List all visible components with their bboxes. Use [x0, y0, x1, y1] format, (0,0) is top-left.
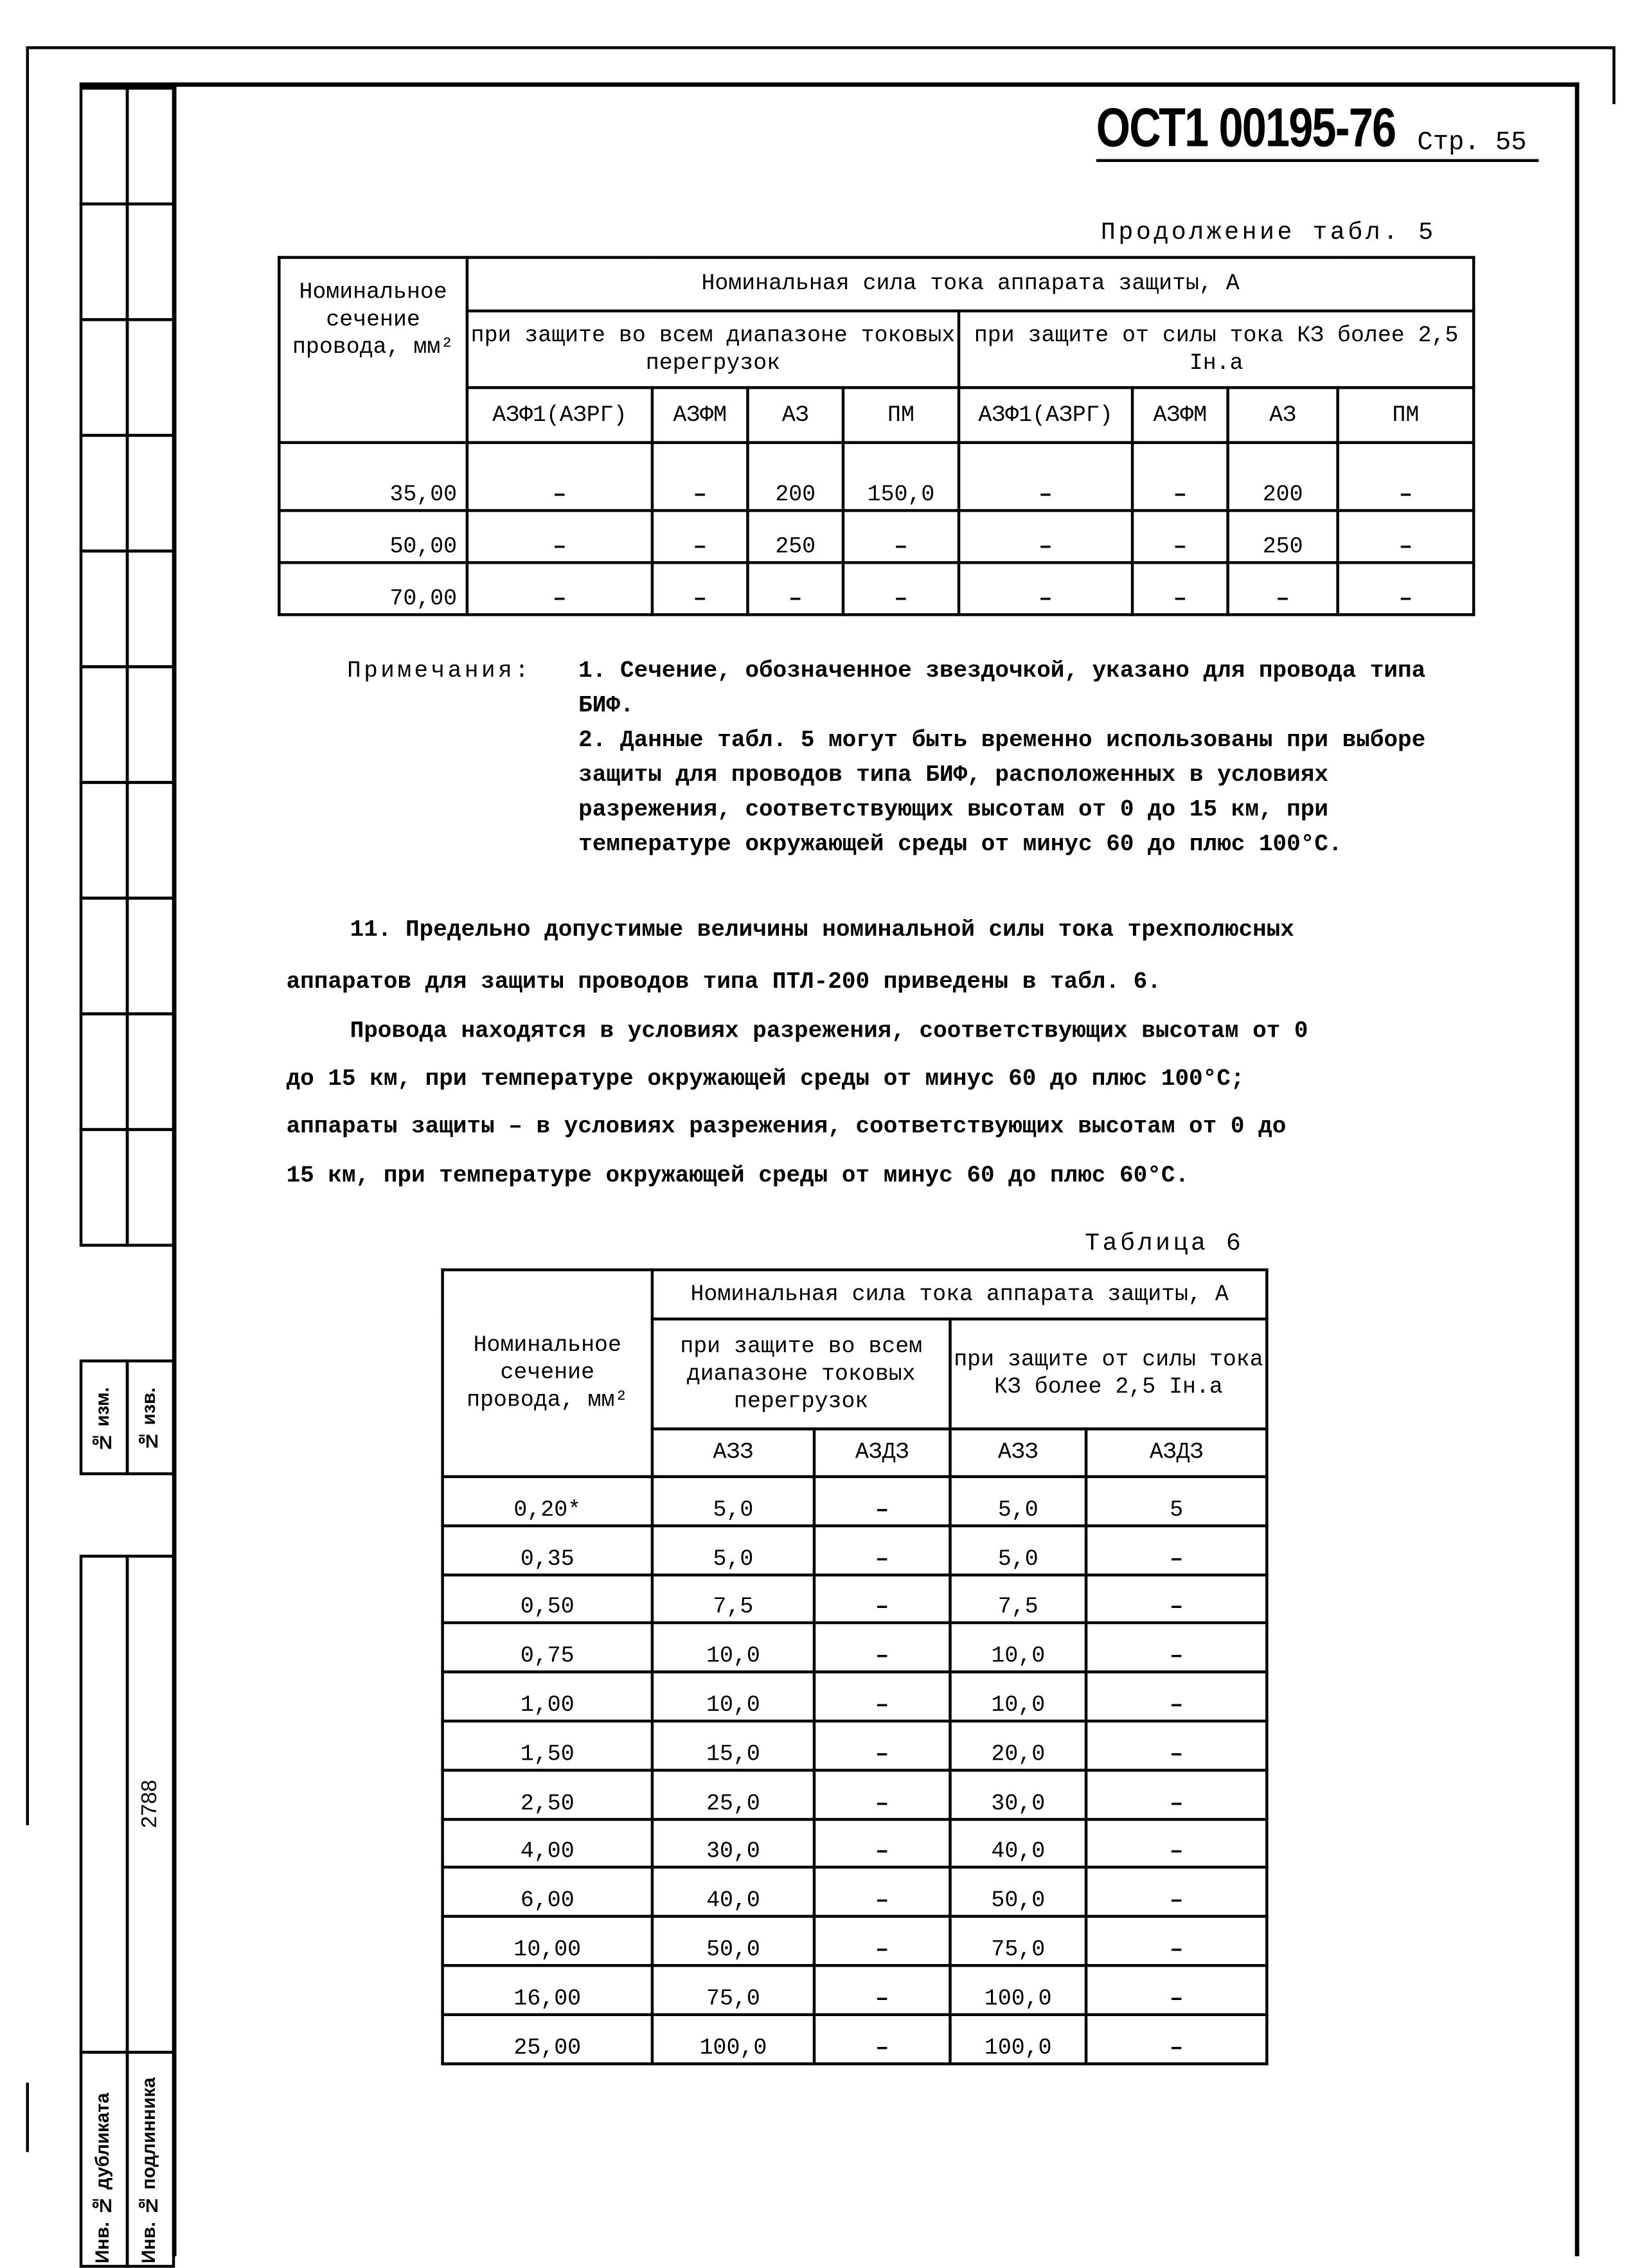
- table-row: [443, 1819, 1267, 1868]
- table-row: [279, 510, 1474, 562]
- note-1: 1. Сечение, обозначенное звездочкой, указано для провода типа БИФ.: [578, 657, 1426, 719]
- table-cell: 200: [747, 443, 843, 511]
- table-cell: –: [467, 562, 652, 614]
- table-cell: 5,0: [950, 1477, 1087, 1526]
- table-cell: –: [1086, 1575, 1267, 1623]
- table-row: [443, 1965, 1267, 2014]
- para-2-line2: до 15 км, при температуре окружающей среды от минус 60 до плюс 100°С;: [286, 1066, 1245, 1093]
- table-row: [443, 1721, 1267, 1770]
- change-no-cell: [80, 1359, 129, 1475]
- cross-section-cell: 35,00: [279, 443, 467, 511]
- header-underline: [1096, 159, 1539, 163]
- table-cell: –: [1338, 510, 1474, 562]
- table-cell: –: [1228, 562, 1338, 614]
- cross-section-cell: 1,00: [443, 1672, 652, 1721]
- table-cell: –: [814, 1965, 950, 2014]
- table5-col-header: АЗ: [1228, 388, 1338, 443]
- table-cell: –: [1086, 1868, 1267, 1916]
- table-cell: –: [1132, 510, 1228, 562]
- side-strip-cell: [126, 781, 175, 900]
- notice-no-label: № изв.: [137, 1388, 159, 1453]
- side-strip-cell: [80, 781, 129, 900]
- cross-section-cell: 1,50: [443, 1721, 652, 1770]
- table-cell: –: [652, 510, 748, 562]
- table-cell: –: [959, 510, 1132, 562]
- table-cell: –: [1086, 1672, 1267, 1721]
- table-cell: –: [1086, 1819, 1267, 1868]
- table-cell: –: [1086, 2014, 1267, 2063]
- table6-col-header: АЗДЗ: [1086, 1429, 1267, 1476]
- table-row: [443, 1623, 1267, 1672]
- table-cell: 5,0: [652, 1526, 814, 1575]
- table-cell: –: [1086, 1526, 1267, 1575]
- orig-label-cell: [126, 2051, 175, 2268]
- dup-label: Инв. № дубликата: [91, 2093, 113, 2264]
- side-strip-cell: [80, 665, 129, 784]
- table-cell: –: [1338, 443, 1474, 511]
- table-cell: 7,5: [652, 1575, 814, 1623]
- para-11-line2: аппаратов для защиты проводов типа ПТЛ-200 приведены в табл. 6.: [286, 969, 1161, 996]
- inv-number-cell: [126, 1555, 175, 2053]
- side-strip-cell: [126, 318, 175, 437]
- table-cell: –: [652, 562, 748, 614]
- table-cell: –: [1086, 1916, 1267, 1965]
- side-strip-cell: [80, 202, 129, 321]
- table6-col-header: АЗЗ: [950, 1429, 1087, 1476]
- side-strip-cell: [80, 87, 129, 206]
- para-11-line1: 11. Предельно допустимые величины номинальной силы тока трехполюсных: [350, 916, 1294, 943]
- side-strip-cell: [126, 897, 175, 1015]
- para-2-line4: 15 км, при температуре окружающей среды от минус 60 до плюс 60°С.: [286, 1163, 1190, 1189]
- side-strip-cell: [80, 897, 129, 1015]
- table-cell: –: [814, 2014, 950, 2063]
- table-cell: –: [1132, 562, 1228, 614]
- para-2-line1: Провода находятся в условиях разрежения, соответствующих высотам от 0: [350, 1018, 1308, 1044]
- table5-col-header: ПМ: [843, 388, 959, 443]
- table6-col0-header: Номинальное сечение провода, мм²: [443, 1270, 652, 1477]
- table-row: [443, 1477, 1267, 1526]
- table-row: [443, 1868, 1267, 1916]
- table-cell: 40,0: [652, 1868, 814, 1916]
- table-cell: –: [1086, 1965, 1267, 2014]
- table6-group-header: Номинальная сила тока аппарата защиты, А: [652, 1270, 1267, 1319]
- table5-col-header: АЗФМ: [1132, 388, 1228, 443]
- outer-frame-right: [1612, 46, 1616, 104]
- table6-col-header: АЗЗ: [652, 1429, 814, 1476]
- table-cell: –: [747, 562, 843, 614]
- table-cell: 200: [1228, 443, 1338, 511]
- table5-col-header: АЗФ1(АЗРГ): [467, 388, 652, 443]
- outer-frame-left-mark: [26, 2083, 30, 2152]
- notice-no-cell: [126, 1359, 175, 1475]
- doc-code: ОСТ1 00195-76: [1096, 98, 1396, 159]
- table5-col-header: АЗ: [747, 388, 843, 443]
- table-cell: –: [652, 443, 748, 511]
- table-cell: –: [814, 1672, 950, 1721]
- table-cell: 250: [747, 510, 843, 562]
- table6-col-header: АЗДЗ: [814, 1429, 950, 1476]
- table5-col-header: АЗФМ: [652, 388, 748, 443]
- side-strip-cell: [80, 318, 129, 437]
- side-strip-cell: [126, 434, 175, 553]
- side-strip-cell: [126, 87, 175, 206]
- table-cell: 10,0: [652, 1672, 814, 1721]
- table-row: [443, 1770, 1267, 1819]
- inner-frame-right: [1575, 82, 1580, 2256]
- side-strip-cell: [126, 665, 175, 784]
- cross-section-cell: 2,50: [443, 1770, 652, 1819]
- table-cell: –: [843, 510, 959, 562]
- table5-sub2-header: при защите от силы тока КЗ более 2,5 Iн.а: [959, 311, 1474, 388]
- table-cell: 100,0: [652, 2014, 814, 2063]
- table-cell: 75,0: [652, 1965, 814, 2014]
- table-cell: –: [814, 1916, 950, 1965]
- table-row: [279, 443, 1474, 511]
- table-cell: 40,0: [950, 1819, 1087, 1868]
- table5-col0-header: Номинальное сечение провода, мм²: [279, 258, 467, 443]
- table-cell: 50,0: [950, 1868, 1087, 1916]
- cross-section-cell: 70,00: [279, 562, 467, 614]
- table5-sub1-header: при защите во всем диапазоне токовых перегрузок: [467, 311, 959, 388]
- table-cell: 100,0: [950, 1965, 1087, 2014]
- table-cell: –: [467, 510, 652, 562]
- table-cell: –: [814, 1623, 950, 1672]
- inner-frame-top: [80, 82, 1580, 87]
- cross-section-cell: 25,00: [443, 2014, 652, 2063]
- table6-sub1-header: при защите во всем диапазоне токовых перегрузок: [652, 1319, 950, 1429]
- table-cell: 30,0: [652, 1819, 814, 1868]
- table-cell: –: [814, 1721, 950, 1770]
- table-cell: 250: [1228, 510, 1338, 562]
- notes-label: Примечания:: [347, 657, 532, 684]
- table-cell: 75,0: [950, 1916, 1087, 1965]
- side-strip-cell: [126, 202, 175, 321]
- note-2: 2. Данные табл. 5 могут быть временно использованы при выборе защиты для проводов типа БИФ, расположенных в условиях разрежения, соответствующих высотам от 0 до 15 км, при температуре окружающей среды от минус 60 до плюс 100°С.: [578, 727, 1426, 858]
- dup-label-cell: [80, 2051, 129, 2268]
- table-cell: 30,0: [950, 1770, 1087, 1819]
- table-cell: 5,0: [950, 1526, 1087, 1575]
- table-cell: –: [467, 443, 652, 511]
- cross-section-cell: 0,50: [443, 1575, 652, 1623]
- table-cell: 10,0: [652, 1623, 814, 1672]
- table5: [278, 256, 1475, 616]
- table-cell: –: [814, 1770, 950, 1819]
- table-cell: –: [1132, 443, 1228, 511]
- inv-number: 2788: [137, 1779, 163, 1828]
- cross-section-cell: 0,20*: [443, 1477, 652, 1526]
- table-cell: –: [814, 1575, 950, 1623]
- table5-col-header: ПМ: [1338, 388, 1474, 443]
- table-cell: 15,0: [652, 1721, 814, 1770]
- cross-section-cell: 0,75: [443, 1623, 652, 1672]
- table5-group-header: Номинальная сила тока аппарата защиты, А: [467, 258, 1474, 311]
- table-cell: 7,5: [950, 1575, 1087, 1623]
- table-cell: –: [814, 1868, 950, 1916]
- table-cell: 100,0: [950, 2014, 1087, 2063]
- table-cell: –: [1086, 1623, 1267, 1672]
- table-cell: 5: [1086, 1477, 1267, 1526]
- table-cell: 10,0: [950, 1623, 1087, 1672]
- outer-frame-left: [26, 46, 30, 1825]
- page-label: Стр. 55: [1417, 129, 1527, 158]
- side-strip-cell: [80, 1128, 129, 1247]
- table-cell: –: [1338, 562, 1474, 614]
- table-cell: 25,0: [652, 1770, 814, 1819]
- side-strip-cell: [80, 434, 129, 553]
- table-cell: –: [814, 1526, 950, 1575]
- table-row: [279, 562, 1474, 614]
- table-cell: –: [1086, 1721, 1267, 1770]
- orig-label: Инв. № подлинника: [137, 2077, 159, 2264]
- cross-section-cell: 16,00: [443, 1965, 652, 2014]
- table-cell: 20,0: [950, 1721, 1087, 1770]
- table6-caption: Таблица 6: [1085, 1231, 1244, 1258]
- table-cell: 5,0: [652, 1477, 814, 1526]
- table-row: [443, 2014, 1267, 2063]
- side-strip-cell: [80, 549, 129, 668]
- table-cell: –: [959, 562, 1132, 614]
- table-cell: –: [814, 1819, 950, 1868]
- cross-section-cell: 4,00: [443, 1819, 652, 1868]
- dup-number-cell: [80, 1555, 129, 2053]
- table5-caption: Продолжение табл. 5: [1100, 220, 1436, 247]
- change-no-label: № изм.: [91, 1387, 113, 1454]
- outer-frame-top: [26, 46, 1613, 49]
- side-strip-cell: [126, 1128, 175, 1247]
- table-cell: –: [814, 1477, 950, 1526]
- cross-section-cell: 6,00: [443, 1868, 652, 1916]
- table-cell: 10,0: [950, 1672, 1087, 1721]
- para-2-line3: аппараты защиты – в условиях разрежения, соответствующих высотам от 0 до: [286, 1113, 1287, 1140]
- cross-section-cell: 50,00: [279, 510, 467, 562]
- table-row: [443, 1575, 1267, 1623]
- cross-section-cell: 0,35: [443, 1526, 652, 1575]
- table-cell: 150,0: [843, 443, 959, 511]
- table-row: [443, 1672, 1267, 1721]
- side-strip-cell: [126, 549, 175, 668]
- table-cell: –: [1086, 1770, 1267, 1819]
- table-cell: –: [959, 443, 1132, 511]
- cross-section-cell: 10,00: [443, 1916, 652, 1965]
- table6-sub2-header: при защите от силы тока КЗ более 2,5 Iн.а: [950, 1319, 1267, 1429]
- side-strip-cell: [126, 1012, 175, 1131]
- table-row: [443, 1916, 1267, 1965]
- side-strip-cell: [80, 1012, 129, 1131]
- table-cell: 50,0: [652, 1916, 814, 1965]
- table-cell: –: [843, 562, 959, 614]
- table6: [441, 1269, 1268, 2065]
- table5-col-header: АЗФ1(АЗРГ): [959, 388, 1132, 443]
- table-row: [443, 1526, 1267, 1575]
